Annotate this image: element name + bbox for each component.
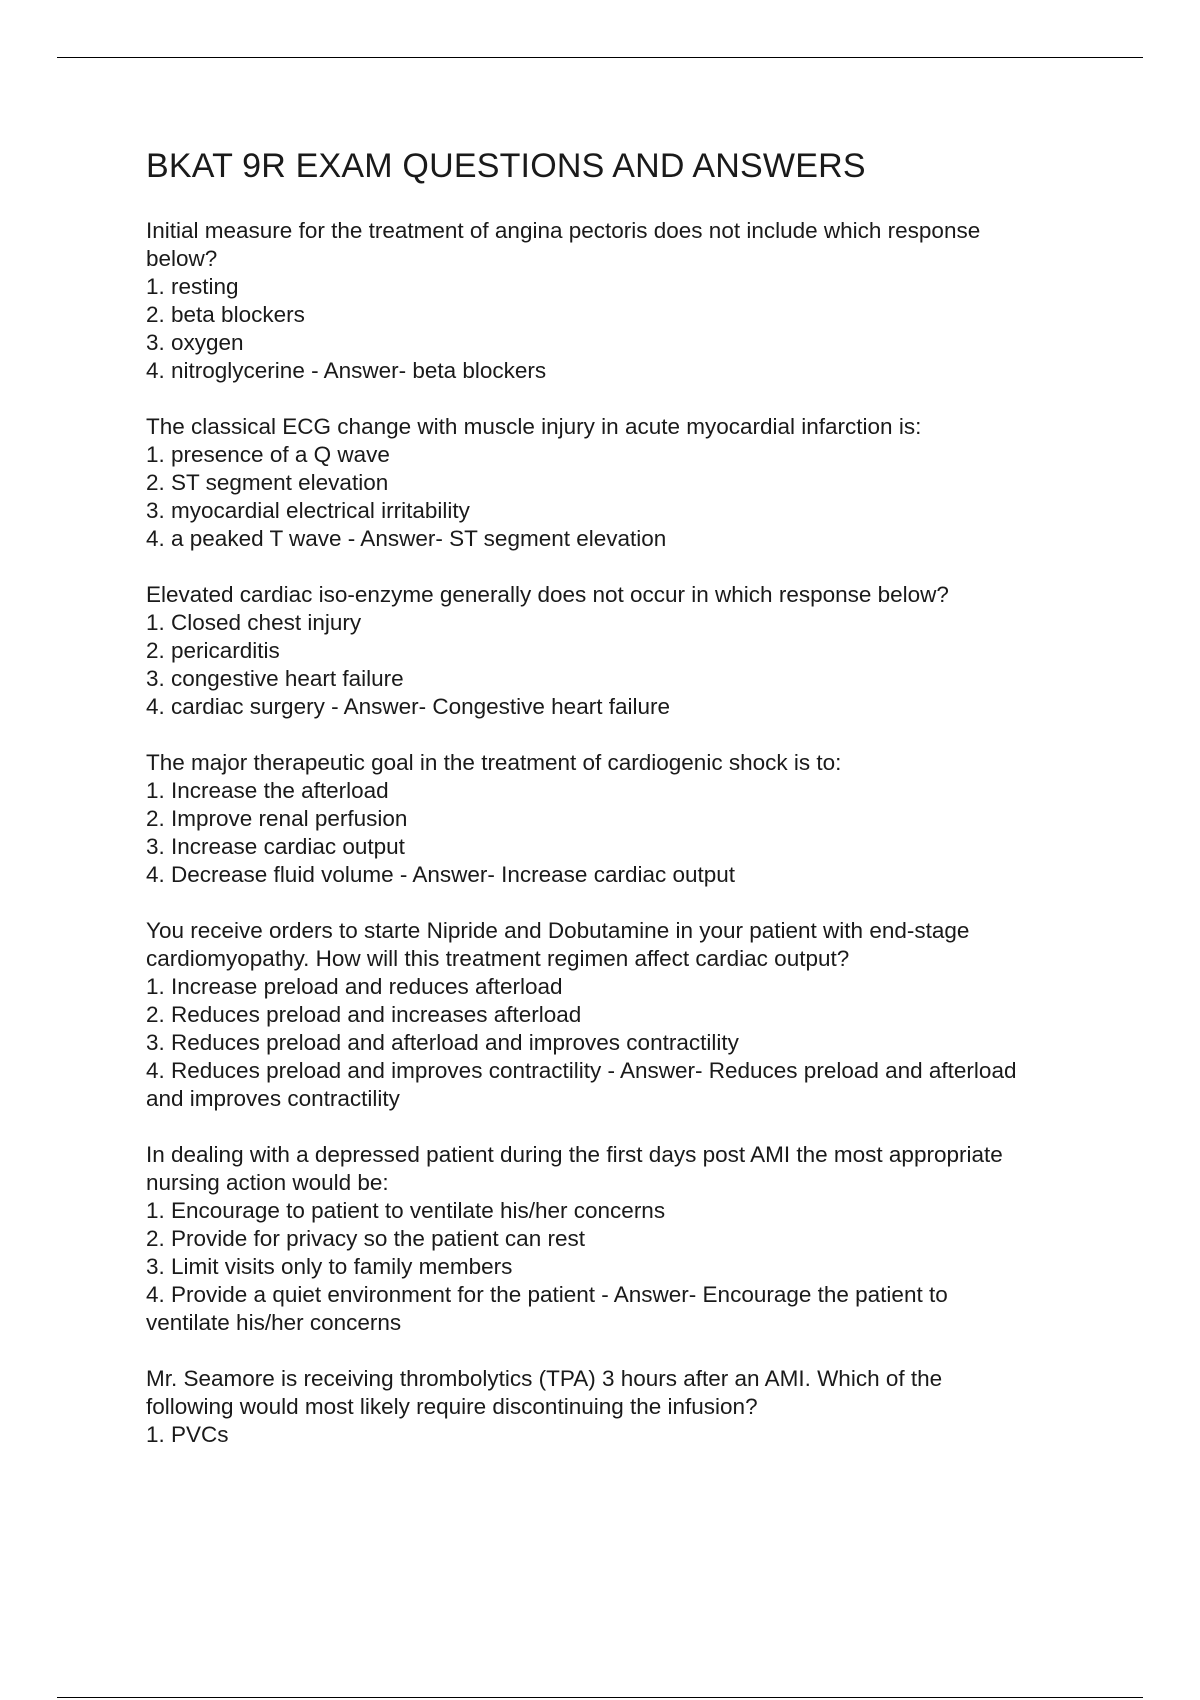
option-line: 3. oxygen: [146, 330, 244, 355]
question-block: [146, 1365, 1096, 1449]
answer-line: 4. Decrease fluid volume - Answer- Increase cardiac output: [146, 862, 736, 887]
answer-line: 4. Provide a quiet environment for the patient - Answer- Encourage the patient to: [146, 1282, 948, 1307]
question-line: Mr. Seamore is receiving thrombolytics (TPA) 3 hours after an AMI. Which of the: [146, 1366, 943, 1391]
question-block: [146, 749, 1096, 889]
footer-rule: [57, 1697, 1143, 1698]
document-title: BKAT 9R EXAM QUESTIONS AND ANSWERS: [146, 147, 866, 185]
question-block: [146, 1141, 1096, 1337]
option-line: 1. PVCs: [146, 1422, 229, 1447]
option-line: 1. resting: [146, 274, 239, 299]
option-line: 1. presence of a Q wave: [146, 442, 390, 467]
question-line: nursing action would be:: [146, 1170, 389, 1195]
answer-line: 4. a peaked T wave - Answer- ST segment elevation: [146, 526, 667, 551]
answer-line: 4. nitroglycerine - Answer- beta blockers: [146, 358, 547, 383]
option-line: 3. myocardial electrical irritability: [146, 498, 470, 523]
answer-line: and improves contractility: [146, 1086, 400, 1111]
question-block: [146, 413, 1096, 553]
question-line: following would most likely require discontinuing the infusion?: [146, 1394, 758, 1419]
option-line: 1. Increase preload and reduces afterload: [146, 974, 563, 999]
question-line: Elevated cardiac iso-enzyme generally does not occur in which response below?: [146, 582, 949, 607]
question-line: The major therapeutic goal in the treatment of cardiogenic shock is to:: [146, 750, 842, 775]
question-block: [146, 917, 1096, 1113]
question-line: In dealing with a depressed patient during the first days post AMI the most appropriate: [146, 1142, 1003, 1167]
header-rule: [57, 57, 1143, 58]
option-line: 2. Reduces preload and increases afterload: [146, 1002, 582, 1027]
option-line: 2. Provide for privacy so the patient can rest: [146, 1226, 585, 1251]
option-line: 1. Increase the afterload: [146, 778, 389, 803]
question-block: [146, 581, 1096, 721]
question-line: You receive orders to starte Nipride and Dobutamine in your patient with end-stage: [146, 918, 970, 943]
question-line: Initial measure for the treatment of angina pectoris does not include which response: [146, 218, 981, 243]
document-body: [146, 142, 1096, 1477]
question-block: [146, 217, 1096, 385]
question-line: below?: [146, 246, 218, 271]
question-line: cardiomyopathy. How will this treatment regimen affect cardiac output?: [146, 946, 850, 971]
option-line: 3. Reduces preload and afterload and improves contractility: [146, 1030, 739, 1055]
option-line: 3. congestive heart failure: [146, 666, 404, 691]
option-line: 2. beta blockers: [146, 302, 305, 327]
option-line: 3. Increase cardiac output: [146, 834, 405, 859]
answer-line: ventilate his/her concerns: [146, 1310, 402, 1335]
option-line: 3. Limit visits only to family members: [146, 1254, 513, 1279]
question-line: The classical ECG change with muscle injury in acute myocardial infarction is:: [146, 414, 922, 439]
option-line: 1. Encourage to patient to ventilate his/her concerns: [146, 1198, 666, 1223]
option-line: 2. pericarditis: [146, 638, 280, 663]
answer-line: 4. Reduces preload and improves contractility - Answer- Reduces preload and afterload: [146, 1058, 1017, 1083]
answer-line: 4. cardiac surgery - Answer- Congestive heart failure: [146, 694, 670, 719]
option-line: 2. ST segment elevation: [146, 470, 389, 495]
option-line: 1. Closed chest injury: [146, 610, 362, 635]
option-line: 2. Improve renal perfusion: [146, 806, 408, 831]
